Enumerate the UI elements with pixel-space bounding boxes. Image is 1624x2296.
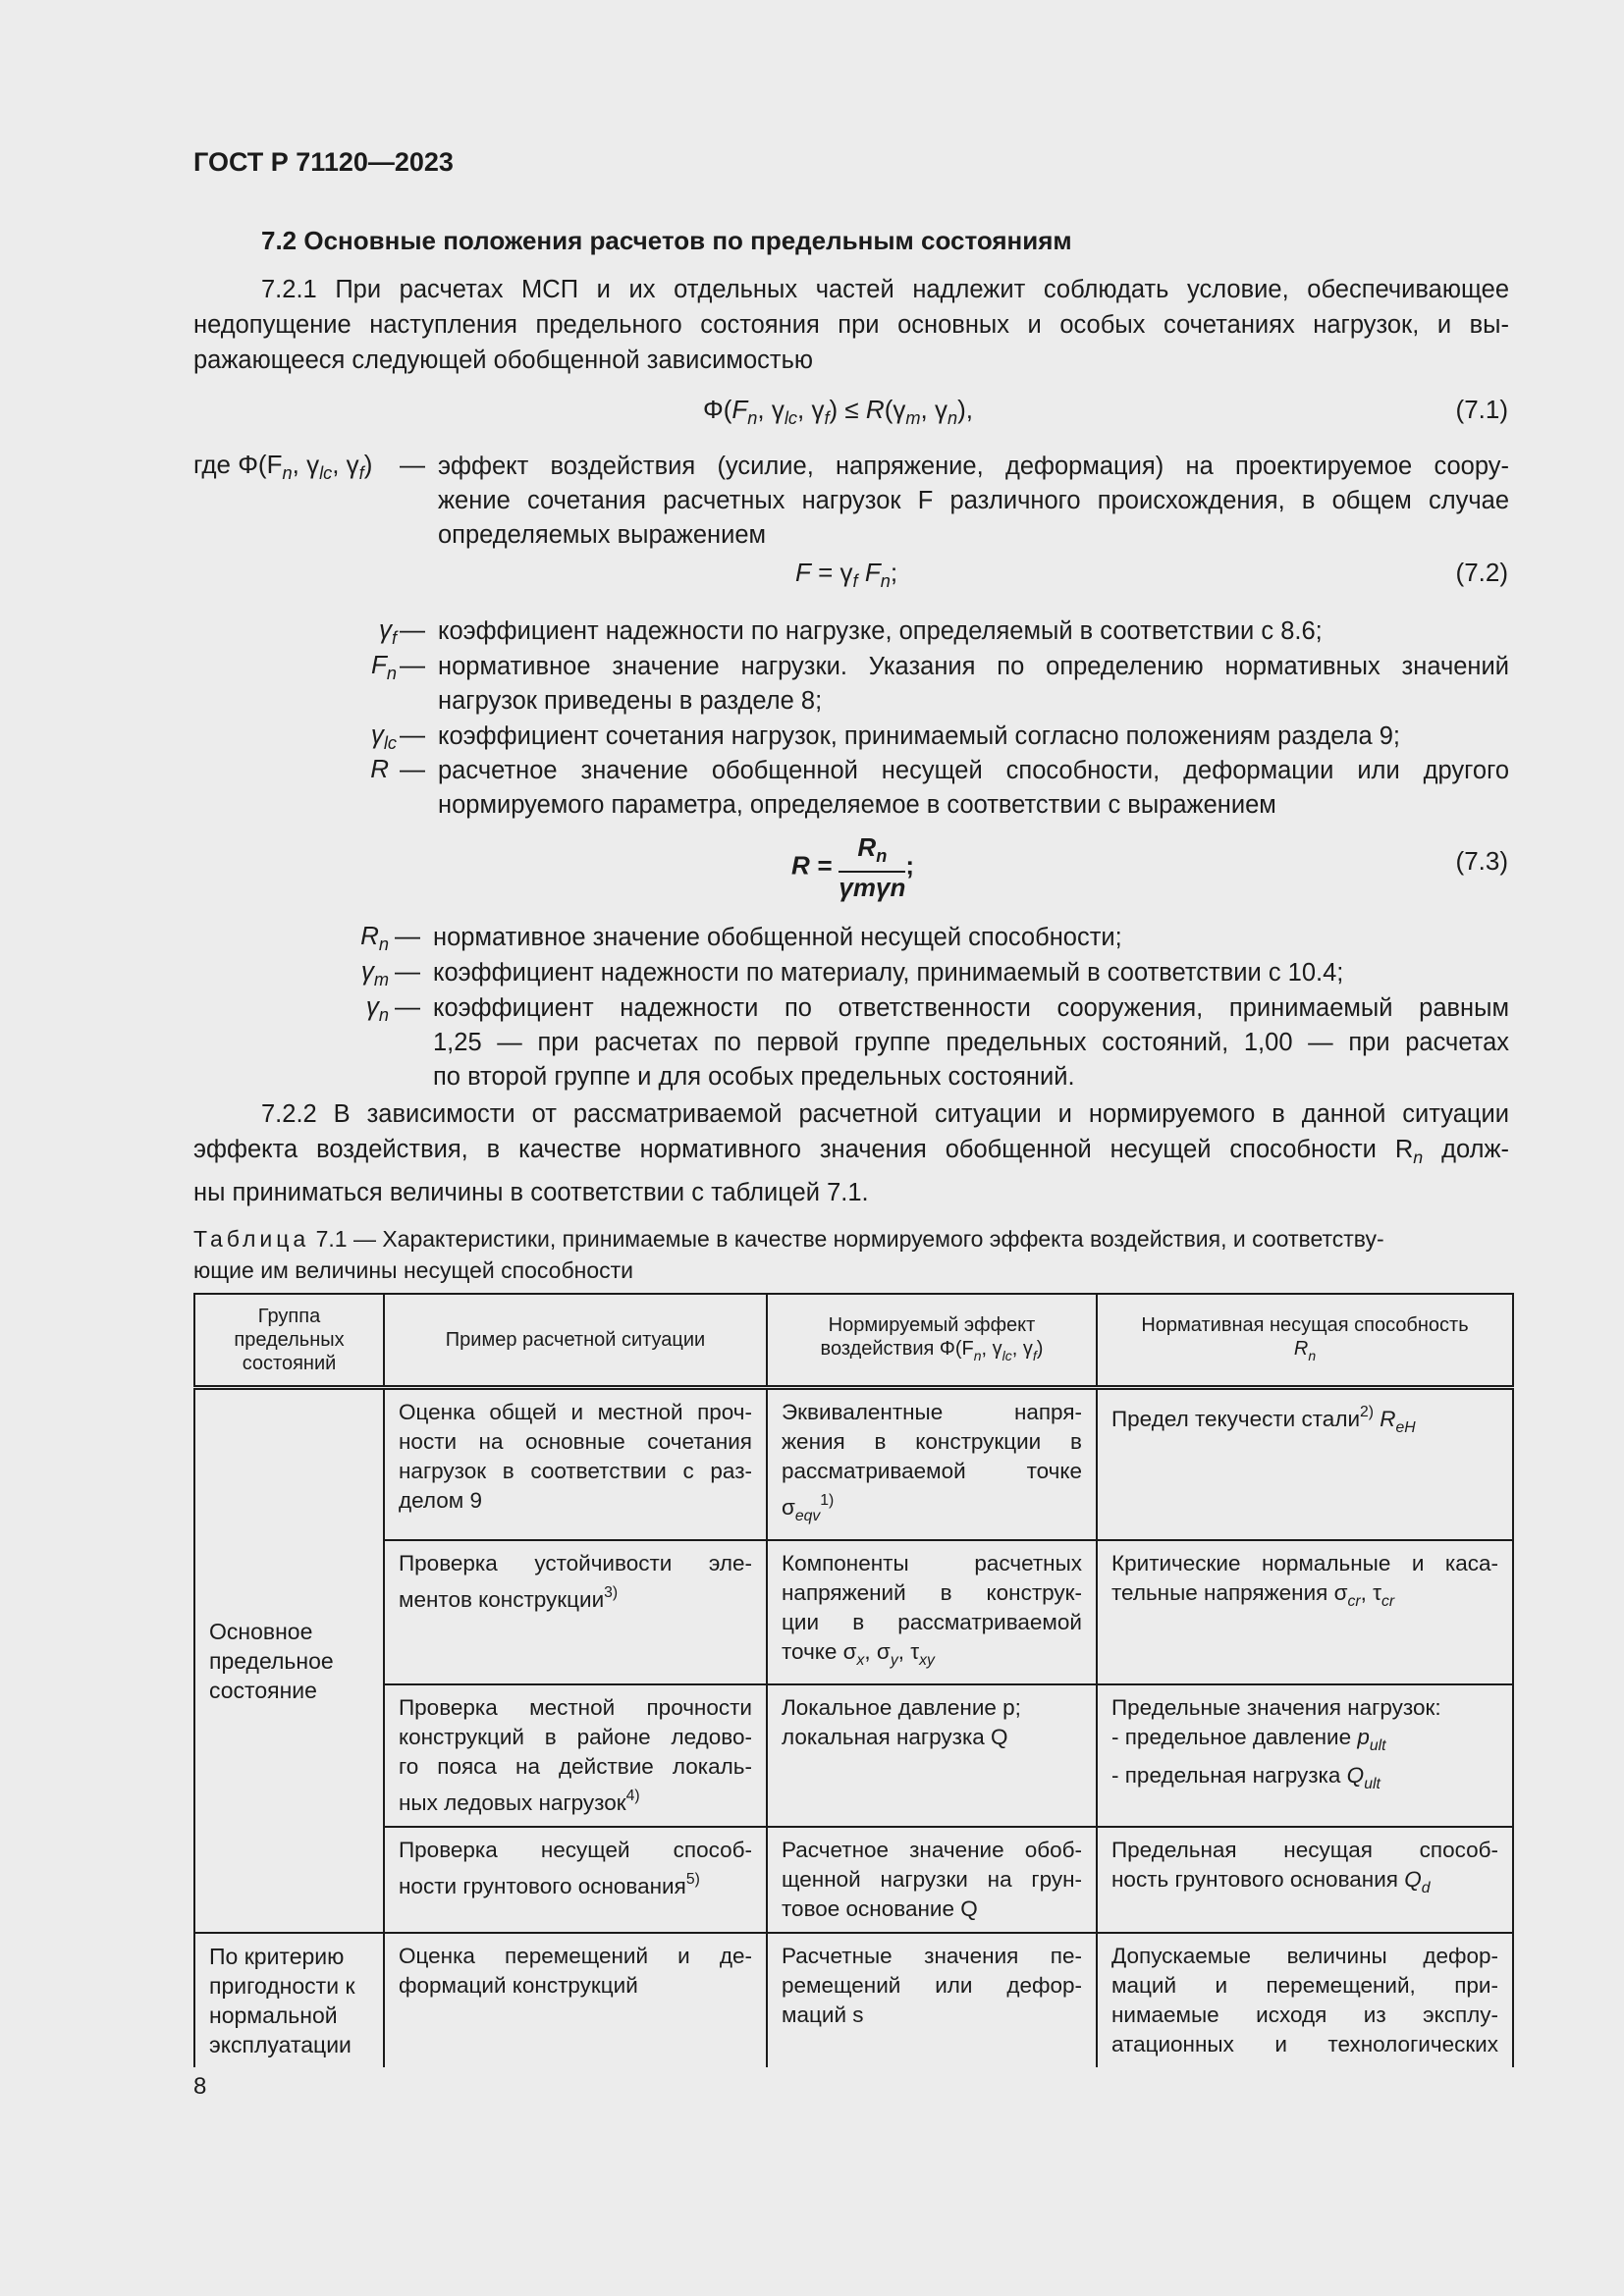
group-cell: По критерию пригодности к нормальной эксплуатации <box>194 1933 384 2067</box>
section-title: 7.2 Основные положения расчетов по предельным состояниям <box>261 226 1072 255</box>
symbol-r: R <box>370 754 389 783</box>
equation-number: (7.2) <box>1455 558 1508 587</box>
page-number: 8 <box>193 2073 207 2100</box>
definition-gamma-n: коэффициент надежности по ответственности сооружения, принимаемый равным 1,25 — при расчетах по первой группе предельных состояний, 1,00 — при расчетах по второй группе и для особых предельных состояний. <box>433 994 1509 1091</box>
definition-dash: — <box>400 650 425 679</box>
table-row <box>194 1684 1513 1827</box>
equation-number: (7.1) <box>1455 395 1508 424</box>
column-header: Нормативная несущая способность $R_n$ <box>1097 1294 1513 1388</box>
table-caption: Таблица 7.1 — Характеристики, принимаемые в качестве нормируемого эффекта воздействия, и соответству- ющие им величины несущей способности <box>193 1226 1384 1283</box>
table-cell: Допускаемые величины дефор- маций и перемещений, при- нимаемые исходя из эксплу- атационных и технологических <box>1097 1933 1513 2067</box>
symbol-gamma-lc: $\gamma_{lc}$ <box>370 720 397 753</box>
table-row <box>194 1827 1513 1933</box>
table-cell: Проверка устойчивости эле- ментов конструкции$^{3)}$ <box>384 1540 767 1684</box>
symbol-gamma-m: $\gamma_m$ <box>360 956 389 989</box>
symbol-f-n: $F_n$ <box>370 650 397 683</box>
formula-7-1: $\Phi(F_n$, $\gamma_{lc}$, $\gamma_f) \le R(\gamma_m$, $\gamma_n$), <box>703 395 973 428</box>
table-row <box>194 1388 1513 1541</box>
formula-7-3: R = $\frac{R_n}{\text{γmγn}}$ ; <box>791 832 915 902</box>
symbol-r-n: $R_n$ <box>360 921 389 954</box>
definition-dash: — <box>400 614 425 644</box>
table-cell: Оценка перемещений и де- формаций конструкций <box>384 1933 767 2067</box>
table-cell: Локальное давление p; локальная нагрузка Q <box>767 1684 1097 1827</box>
paragraph-line: ражающееся следующей обобщенной зависимостью <box>193 347 813 374</box>
table-header-row <box>194 1294 1513 1388</box>
table-cell: Проверка несущей способ- ности грунтового основания$^{5)}$ <box>384 1827 767 1933</box>
definition-f-n: нормативное значение нагрузки. Указания по определению нормативных значений нагрузок приведены в разделе 8; <box>438 653 1509 715</box>
definition-dash: — <box>395 956 420 986</box>
definition-dash: — <box>400 720 425 749</box>
paragraph-7-2-2: 7.2.2 В зависимости от рассматриваемой расчетной ситуации и нормируемого в данной ситуации эффекта воздействия, в качестве нормативного значения обобщенной несущей способности $R_n$ долж- ны приниматься величины в соответствии с таблицей 7.1. <box>193 1100 1509 1206</box>
table-cell: Расчетные значения пе- ремещений или дефор- маций s <box>767 1933 1097 2067</box>
definition-dash: — <box>395 991 420 1021</box>
table-cell: Критические нормальные и каса- тельные напряжения $\sigma_{cr}$, $\tau_{cr}$ <box>1097 1540 1513 1684</box>
column-header: Группа предельных состояний <box>194 1294 384 1388</box>
table-cell: Компоненты расчетных напряжений в конструк- ции в рассматриваемой точке $\sigma_x$, $\sigma_y$, $\tau_{xy}$ <box>767 1540 1097 1684</box>
formula-7-2: $F = \gamma_f$ $F_n$; <box>795 558 898 591</box>
symbol-gamma-n: $\gamma_n$ <box>365 991 389 1025</box>
table-cell: Эквивалентные напря- жения в конструкции в рассматриваемой точке $\sigma_{eqv}^{1)}$ <box>767 1388 1097 1541</box>
where-symbol: где $\Phi(F_n$, $\gamma_{lc}$, $\gamma_f$) <box>193 450 373 483</box>
definition-gamma-f: коэффициент надежности по нагрузке, определяемый в соответствии с 8.6; <box>438 617 1323 645</box>
symbol-gamma-f: $\gamma_f$ <box>378 614 397 648</box>
table-cell: Предельные значения нагрузок: - предельное давление $p_{ult}$ - предельная нагрузка $Q_{ult}$ <box>1097 1684 1513 1827</box>
paragraph-line: 7.2.1 При расчетах МСП и их отдельных частей надлежит соблюдать условие, обеспечивающее <box>261 276 1509 303</box>
document-code: ГОСТ Р 71120—2023 <box>193 147 454 177</box>
table-7-1 <box>193 1293 1514 2067</box>
paragraph-7-2-1 <box>193 272 1509 378</box>
table-cell: Предельная несущая способ- ность грунтового основания $Q_d$ <box>1097 1827 1513 1933</box>
column-header: Нормируемый эффект воздействия $\Phi(F_n$, $\gamma_{lc}$, $\gamma_f$) <box>767 1294 1097 1388</box>
table-row <box>194 1933 1513 2067</box>
definition-r-n: нормативное значение обобщенной несущей способности; <box>433 924 1122 951</box>
definition-dash: — <box>400 450 425 479</box>
table-cell: Оценка общей и местной проч- ности на основные сочетания нагрузок в соответствии с раз- делом 9 <box>384 1388 767 1541</box>
definition-gamma-m: коэффициент надежности по материалу, принимаемый в соответствии с 10.4; <box>433 959 1344 987</box>
definition-gamma-lc: коэффициент сочетания нагрузок, принимаемый согласно положениям раздела 9; <box>438 722 1400 750</box>
paragraph-line: недопущение наступления предельного состояния при основных и особых сочетаниях нагрузок, и вы- <box>193 311 1509 339</box>
column-header: Пример расчетной ситуации <box>384 1294 767 1388</box>
table-row <box>194 1540 1513 1684</box>
definition-r: расчетное значение обобщенной несущей способности, деформации или другого нормируемого параметра, определяемое в соответствии с выражением <box>438 757 1509 819</box>
table-cell: Проверка местной прочности конструкций в районе ледово- го пояса на действие локаль- ных ледовых нагрузок$^{4)}$ <box>384 1684 767 1827</box>
group-cell: Основное предельное состояние <box>194 1388 384 1934</box>
equation-number: (7.3) <box>1455 846 1508 876</box>
definition-dash: — <box>400 754 425 783</box>
table-cell: Предел текучести стали$^{2)}$ $R_{eH}$ <box>1097 1388 1513 1541</box>
definition-dash: — <box>395 921 420 950</box>
definition-phi: эффект воздействия (усилие, напряжение, деформация) на проектируемое соору- жение сочетания расчетных нагрузок F различного происхождения, в общем случае определяемых выражением <box>438 453 1509 549</box>
table-cell: Расчетное значение обоб- щенной нагрузки на грун- товое основание Q <box>767 1827 1097 1933</box>
